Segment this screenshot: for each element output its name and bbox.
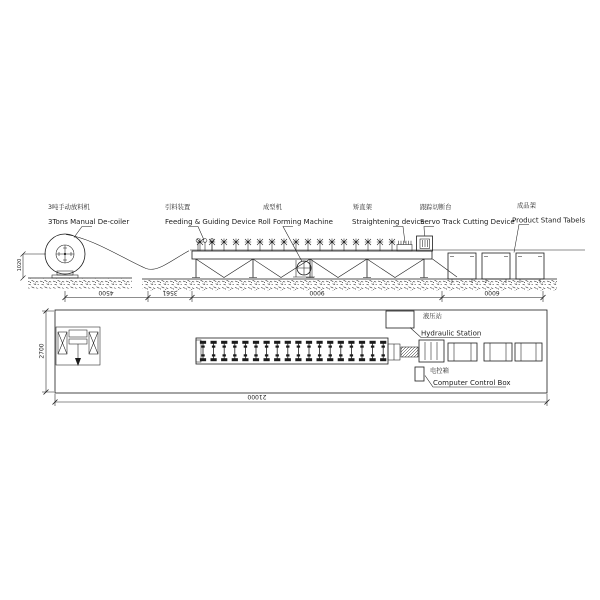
roller-cap-top bbox=[232, 341, 238, 344]
roller-station bbox=[329, 239, 335, 252]
roller-hub-bottom bbox=[265, 354, 268, 356]
roller-hub-bottom bbox=[223, 354, 226, 356]
roller-station bbox=[233, 239, 239, 252]
dim-decoiler-height: 1020 bbox=[17, 258, 23, 272]
elevation-view bbox=[17, 201, 585, 303]
roller-hub-top bbox=[339, 346, 342, 348]
product-stand-plan bbox=[515, 343, 542, 361]
roller-station bbox=[389, 239, 395, 252]
roller-hub-top bbox=[201, 346, 204, 348]
roller-cap-top bbox=[274, 341, 280, 344]
straightening-device bbox=[397, 241, 412, 251]
roller-cap-top bbox=[317, 341, 323, 344]
label-cutting-zh: 跟踪切断台 bbox=[420, 204, 452, 211]
roller-cap-top bbox=[211, 341, 217, 344]
label-feeding-en: Feeding & Guiding Device bbox=[165, 218, 256, 226]
roller-station bbox=[305, 239, 311, 252]
cutting-plan bbox=[388, 340, 444, 362]
roller-cap-bottom bbox=[348, 358, 354, 361]
roller-cap-top bbox=[348, 341, 354, 344]
plan-dimensions bbox=[39, 309, 550, 407]
roller-cap-top bbox=[221, 341, 227, 344]
label-forming bbox=[258, 202, 333, 262]
roller-cap-top bbox=[253, 341, 259, 344]
leader-stands bbox=[514, 225, 529, 253]
roller-cap-bottom bbox=[370, 358, 376, 361]
roller-cap-top bbox=[370, 341, 376, 344]
roller-cap-bottom bbox=[242, 358, 248, 361]
roller-cap-top bbox=[359, 341, 365, 344]
leader-cutting bbox=[424, 227, 434, 236]
roller-hub-bottom bbox=[297, 354, 300, 356]
roller-station bbox=[245, 239, 251, 252]
roller-hub-top bbox=[254, 346, 257, 348]
leader-feeding bbox=[188, 227, 204, 241]
roller-cap-bottom bbox=[285, 358, 291, 361]
roller-hub-top bbox=[371, 346, 374, 348]
roller-hub-top bbox=[350, 346, 353, 348]
roller-hub-bottom bbox=[318, 354, 321, 356]
ground-left bbox=[28, 278, 132, 288]
roller-cap-bottom bbox=[264, 358, 270, 361]
roller-hub-top bbox=[265, 346, 268, 348]
roller-hub-bottom bbox=[254, 354, 257, 356]
roller-station bbox=[317, 239, 323, 252]
plan-view bbox=[39, 309, 550, 407]
roller-cap-bottom bbox=[200, 358, 206, 361]
roller-hub-top bbox=[329, 346, 332, 348]
roller-hub-top bbox=[360, 346, 363, 348]
dim-span-feeding: 3561 bbox=[162, 289, 178, 297]
roller-hub-bottom bbox=[371, 354, 374, 356]
roller-cap-top bbox=[242, 341, 248, 344]
label-straightening bbox=[352, 202, 425, 243]
roller-station bbox=[257, 239, 263, 252]
product-stands-elevation bbox=[448, 253, 544, 283]
roller-station bbox=[221, 239, 227, 252]
roller-cap-bottom bbox=[338, 358, 344, 361]
dim-line-width: 2700 bbox=[38, 343, 46, 359]
roller-hub-bottom bbox=[307, 354, 310, 356]
label-feeding bbox=[165, 202, 256, 240]
product-stand bbox=[516, 253, 544, 279]
roller-cap-top bbox=[295, 341, 301, 344]
label-feeding-zh: 引料装置 bbox=[165, 204, 191, 211]
label-cutting bbox=[420, 202, 515, 236]
roller-cap-top bbox=[338, 341, 344, 344]
roller-hub-top bbox=[212, 346, 215, 348]
roller-cap-top bbox=[306, 341, 312, 344]
roller-hub-top bbox=[382, 346, 385, 348]
roller-cap-top bbox=[264, 341, 270, 344]
elevation-labels bbox=[48, 201, 585, 262]
hydraulic-station bbox=[386, 311, 414, 328]
product-stand-plan-bars bbox=[521, 343, 536, 361]
roller-hub-bottom bbox=[339, 354, 342, 356]
label-straightening-en: Straightening device bbox=[352, 218, 425, 226]
product-stands-plan bbox=[448, 343, 542, 361]
dim-span-decoiler: 4500 bbox=[98, 289, 114, 297]
roller-station bbox=[281, 239, 287, 252]
control-box bbox=[415, 367, 424, 381]
roller-station bbox=[209, 239, 215, 252]
label-stands-en: Product Stand Tabels bbox=[512, 216, 586, 225]
roller-hub-top bbox=[286, 346, 289, 348]
label-control bbox=[425, 366, 511, 388]
outfeed-support bbox=[433, 259, 458, 277]
roller-cap-bottom bbox=[295, 358, 301, 361]
product-stand-plan bbox=[448, 343, 477, 361]
label-decoiler-en: 3Tons Manual De-coiler bbox=[48, 218, 130, 226]
roller-hub-top bbox=[297, 346, 300, 348]
leader-straightening bbox=[393, 227, 405, 244]
product-stand bbox=[482, 253, 510, 279]
decoiler-elevation bbox=[45, 234, 85, 278]
roller-hub-bottom bbox=[244, 354, 247, 356]
roller-cap-bottom bbox=[221, 358, 227, 361]
decoiler-plan bbox=[56, 327, 100, 366]
product-stand-plan-bars bbox=[454, 343, 471, 361]
roller-hub-top bbox=[244, 346, 247, 348]
label-hydraulic-en: Hydraulic Station bbox=[421, 329, 482, 338]
roller-stations-plan bbox=[200, 341, 386, 361]
dim-span-machine: 9000 bbox=[309, 289, 325, 297]
label-decoiler-zh: 3吨手动放料机 bbox=[48, 204, 90, 211]
roller-cap-bottom bbox=[253, 358, 259, 361]
label-hydraulic bbox=[410, 311, 481, 338]
dim-span-stands: 6000 bbox=[484, 289, 500, 297]
cutting-device bbox=[417, 236, 433, 251]
product-stand bbox=[448, 253, 476, 279]
steel-strip bbox=[66, 235, 189, 270]
roller-cap-bottom bbox=[359, 358, 365, 361]
label-forming-en: Roll Forming Machine bbox=[258, 218, 333, 226]
roller-cap-bottom bbox=[327, 358, 333, 361]
roller-cap-top bbox=[327, 341, 333, 344]
roller-cap-bottom bbox=[274, 358, 280, 361]
label-stands bbox=[512, 201, 585, 253]
roller-hub-top bbox=[318, 346, 321, 348]
label-cutting-en: Servo Track Cutting Device bbox=[420, 218, 515, 226]
roller-hub-bottom bbox=[382, 354, 385, 356]
label-forming-zh: 成型机 bbox=[263, 204, 282, 211]
roller-cap-top bbox=[285, 341, 291, 344]
roller-station bbox=[353, 239, 359, 252]
leader-decoiler bbox=[74, 227, 92, 238]
machine-bed bbox=[192, 251, 432, 259]
roller-station bbox=[293, 239, 299, 252]
roller-hub-bottom bbox=[201, 354, 204, 356]
label-control-en: Computer Control Box bbox=[433, 379, 511, 387]
label-stands-zh: 成品架 bbox=[517, 202, 536, 210]
roller-hub-bottom bbox=[276, 354, 279, 356]
roller-cap-bottom bbox=[211, 358, 217, 361]
roller-hub-top bbox=[223, 346, 226, 348]
product-stand-plan-bars bbox=[490, 343, 506, 361]
roller-hub-bottom bbox=[329, 354, 332, 356]
roller-cap-top bbox=[200, 341, 206, 344]
label-control-zh: 电控箱 bbox=[430, 367, 449, 375]
roller-hub-bottom bbox=[350, 354, 353, 356]
roller-station bbox=[377, 239, 383, 252]
roller-stations-elevation bbox=[197, 239, 395, 252]
roller-cap-bottom bbox=[317, 358, 323, 361]
roller-station bbox=[341, 239, 347, 252]
roller-hub-top bbox=[233, 346, 236, 348]
roller-cap-top bbox=[380, 341, 386, 344]
dim-total-length: 21000 bbox=[247, 393, 267, 401]
roller-hub-bottom bbox=[286, 354, 289, 356]
roller-cap-bottom bbox=[380, 358, 386, 361]
ground-right bbox=[142, 279, 557, 290]
roller-hub-bottom bbox=[360, 354, 363, 356]
drive-motor bbox=[293, 260, 315, 277]
roller-hub-top bbox=[276, 346, 279, 348]
label-straightening-zh: 矫直架 bbox=[353, 204, 372, 211]
roller-hub-top bbox=[307, 346, 310, 348]
roller-cap-bottom bbox=[232, 358, 238, 361]
label-decoiler bbox=[48, 202, 129, 238]
roller-cap-bottom bbox=[306, 358, 312, 361]
roller-hub-bottom bbox=[212, 354, 215, 356]
roller-station bbox=[365, 239, 371, 252]
roller-hub-bottom bbox=[233, 354, 236, 356]
label-hydraulic-zh: 液压站 bbox=[423, 313, 442, 320]
product-stand-plan bbox=[484, 343, 512, 361]
roller-station bbox=[269, 239, 275, 252]
